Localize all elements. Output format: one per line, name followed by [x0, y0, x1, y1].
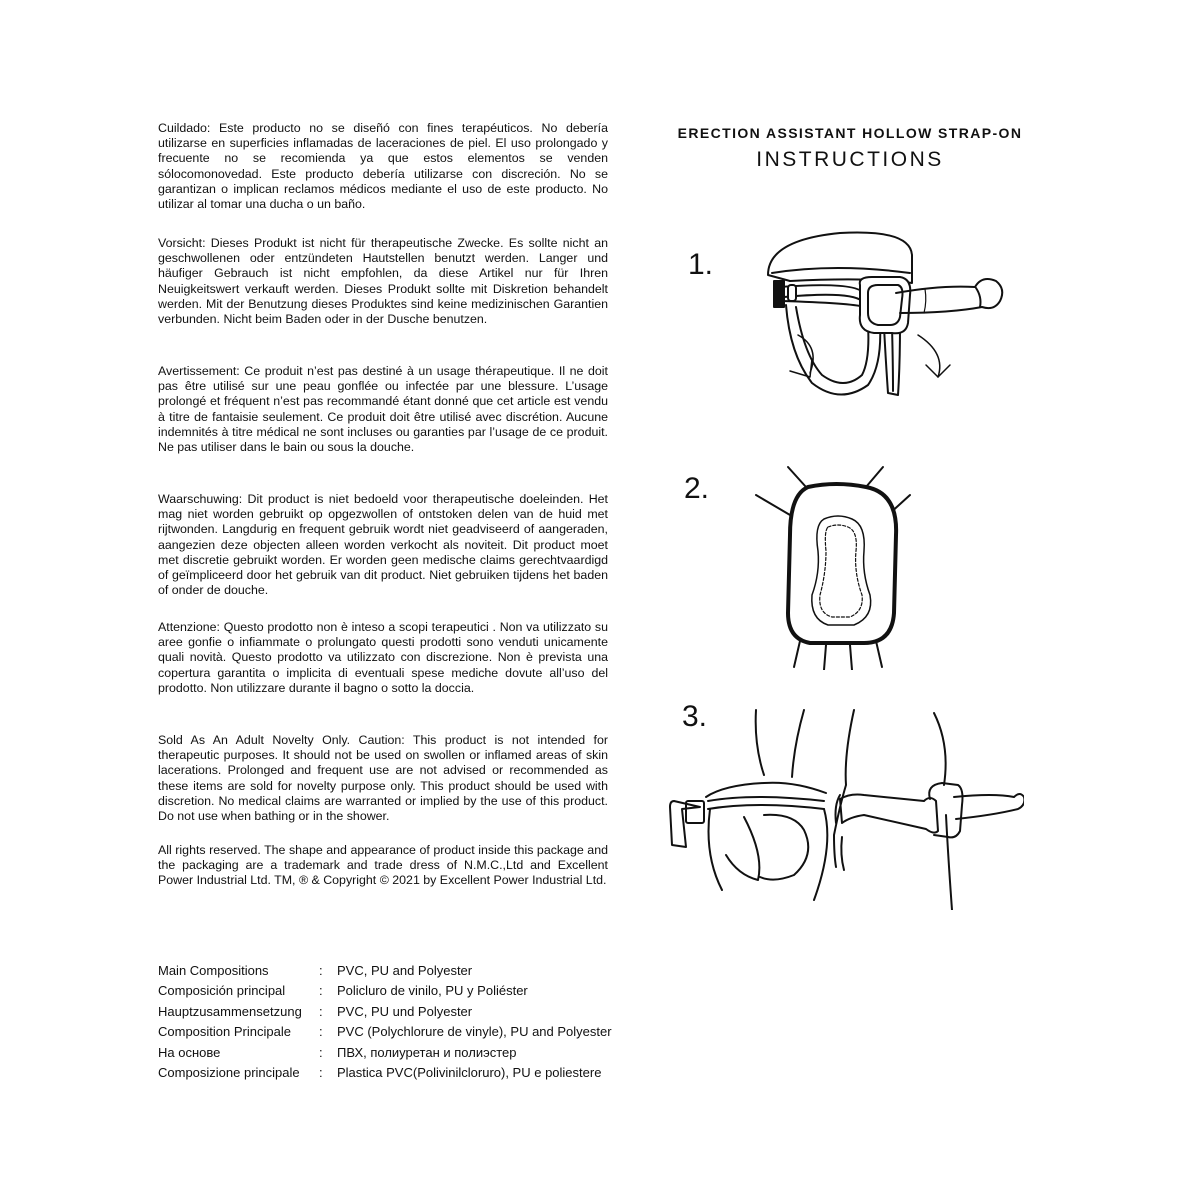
step-3-number: 3.: [682, 700, 708, 733]
warning-paragraph-nl: Waarschuwing: Dit product is niet bedoeld voor therapeutische doeleinden. Het mag niet worden gebruikt op opgezwollen of ontstoken delen van de huid met rijtwonden. Langdurig en frequent gebruik wordt niet geadviseerd of aangeraden, aangezien deze objecten alleen worden verkocht als noviteit. Dit product moet met discretie gebruikt worden. Er worden geen medische claims gerechtvaardigd of geïmpliceerd door het gebruik van dit product. Niet gebruiken tijdens het baden of onder de douche.: [158, 492, 608, 598]
composition-label: Composizione principale: [158, 1065, 300, 1081]
composition-row: [158, 1042, 612, 1063]
step-2-number: 2.: [684, 472, 710, 505]
warning-paragraph-es: Cuildado: Este producto no se diseñó con fines terapéuticos. No debería utilizarse en superficies inflamadas de laceraciones de piel. El uso prolongado y frecuente no se recomienda ya que estos elementos se venden sólocomonovedad. Este producto debería utilizarse con discreción. No se garantizan o implican reclamos médicos mediante el uso de este producto. No utilizar al tomar una ducha o un baño.: [158, 121, 608, 212]
warning-paragraph-it: Attenzione: Questo prodotto non è inteso a scopi terapeutici . Non va utilizzato su aree gonfie o infiammate o prolungato questi prodotti sono venduti unicamente quali novità. Questo prodotto va utilizzato con discrezione. Non è prevista una copertura garantita o implicita di eventuali spese mediche dovute all’uso del prodotto. Non utilizzare durante il bagno o sotto la doccia.: [158, 620, 608, 695]
composition-sep: :: [319, 1024, 323, 1040]
composition-row: [158, 1063, 612, 1084]
composition-value: PVC, PU und Polyester: [337, 1003, 473, 1019]
harness-pouch-front-illustration: [748, 455, 918, 670]
composition-value: PVC (Polychlorure de vinyle), PU and Polyester: [337, 1024, 612, 1040]
compositions-table: [158, 960, 612, 1083]
composition-row: [158, 1001, 612, 1022]
step-1-number: 1.: [688, 248, 714, 281]
composition-sep: :: [319, 1003, 323, 1019]
composition-value: PVC, PU and Polyester: [337, 962, 473, 978]
composition-sep: :: [319, 1044, 323, 1060]
warning-paragraph-de: Vorsicht: Dieses Produkt ist nicht für therapeutische Zwecke. Es sollte nicht an geschwollenen oder entzündeten Hautstellen benutzt werden. Langer und häufiger Gebrauch ist nicht empfohlen, da diese Artikel nur für Ihren Neuigkeitswert verkauft werden. Dieses Produkt sollte mit Diskretion behandelt werden. Mit der Benutzung dieses Produktes sind keine medizinischen Garantien verbunden. Nicht beim Baden oder in der Dusche benutzen.: [158, 236, 608, 327]
instructions-title: INSTRUCTIONS: [756, 148, 944, 171]
composition-row: [158, 960, 612, 981]
composition-sep: :: [319, 1065, 323, 1081]
composition-label: На основе: [158, 1044, 221, 1060]
product-title: ERECTION ASSISTANT HOLLOW STRAP-ON: [677, 125, 1023, 141]
composition-row: [158, 1022, 612, 1043]
composition-value: Policluro de vinilo, PU y Poliéster: [337, 983, 528, 999]
harness-with-attachment-illustration: [750, 215, 1010, 410]
composition-value: ПВХ, полиуретан и полиэстер: [337, 1044, 517, 1060]
composition-label: Composición principal: [158, 983, 286, 999]
copyright-paragraph: All rights reserved. The shape and appearance of product inside this package and the packaging are a trademark and trade dress of N.M.C.,Ltd and Excellent Power Industrial Ltd. TM, ® & Copyright © 2021 by Excellent Power Industrial Ltd.: [158, 843, 608, 888]
composition-sep: :: [319, 983, 323, 999]
worn-harness-illustration: [664, 705, 1024, 910]
warning-paragraph-fr: Avertissement: Ce produit n’est pas destiné à un usage thérapeutique. Il ne doit pas être utilisé sur une peau gonflée ou infectée par une blessure. L’usage prolongé et fréquent n’est pas recommandé étant donné que cet article est vendu à titre de fantaisie seulement. Ce produit doit être utilisé avec discrétion. Aucune indemnités à titre médical ne sont incluses ou garanties par l’usage de ce produit. Ne pas utiliser dans le bain ou sous la douche.: [158, 364, 608, 455]
composition-label: Hauptzusammensetzung: [158, 1003, 302, 1019]
composition-label: Composition Principale: [158, 1024, 291, 1040]
composition-row: [158, 981, 612, 1002]
composition-label: Main Compositions: [158, 962, 269, 978]
warning-paragraph-en: Sold As An Adult Novelty Only. Caution: This product is not intended for therapeutic purposes. It should not be used on swollen or inflamed areas of skin lacerations. Prolonged and frequent use are not advised or recommended as these items are sold for novelty purpose only. This product should be used with discretion. No medical claims are warranted or implied by the use of this product. Do not use when bathing or in the shower.: [158, 733, 608, 824]
composition-sep: :: [319, 962, 323, 978]
composition-value: Plastica PVC(Polivinilcloruro), PU e poliestere: [337, 1065, 602, 1081]
